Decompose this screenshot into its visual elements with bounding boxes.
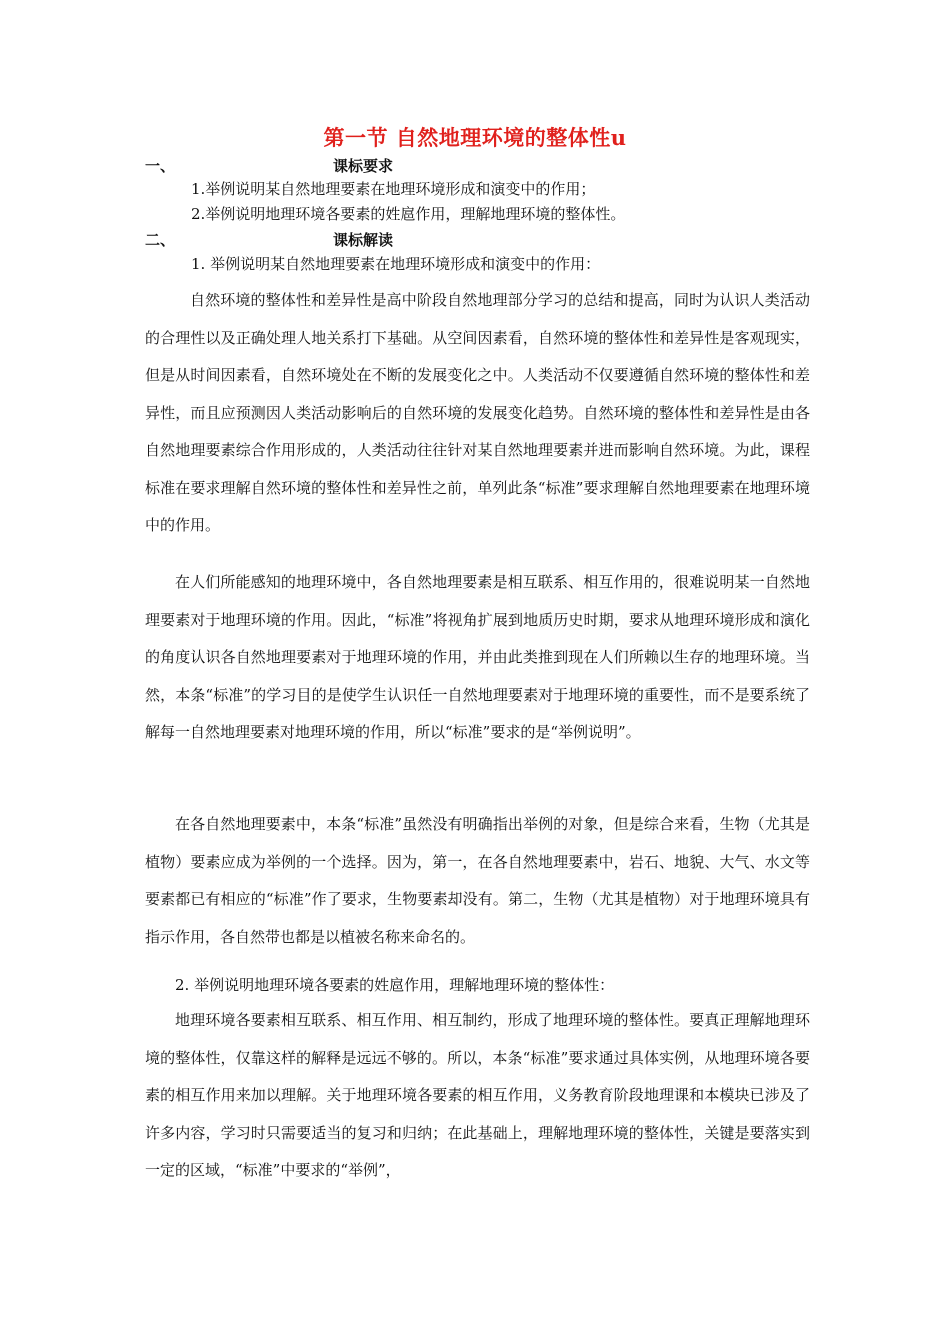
subsection-2-heading: 2. 举例说明地理环境各要素的姓扈作用，理解地理环境的整体性： — [175, 976, 615, 994]
section-1-number: 一、 — [145, 157, 176, 175]
page-title: 第一节 自然地理环境的整体性u — [323, 125, 627, 150]
requirement-1: 1.举例说明某自然地理要素在地理环境形成和演变中的作用； — [191, 180, 596, 198]
section-1-heading: 课标要求 — [333, 157, 394, 175]
requirement-2: 2.举例说明地理环境各要素的姓扈作用，理解地理环境的整体性。 — [191, 205, 626, 223]
paragraph-4: 地理环境各要素相互联系、相互作用、相互制约，形成了地理环境的整体性。要真正理解地理环境的整体性，仅靠这样的解释是远远不够的。所以，本条“标准”要求通过具体实例，从地理环境各要素的相互作用来加以理解。关于地理环境各要素的相互作用，义务教育阶段地理课和本模块已涉及了许多内容，学习时只需要适当的复习和归纳；在此基础上，理解地理环境的整体性，关键是要落实到一定的区域，“标准”中要求的“举例”， — [145, 1011, 810, 1179]
section-2-heading: 课标解读 — [333, 231, 394, 249]
paragraph-3: 在各自然地理要素中，本条“标准”虽然没有明确指出举例的对象，但是综合来看，生物（尤其是植物）要素应成为举例的一个选择。因为，第一，在各自然地理要素中，岩石、地貌、大气、水文等要素都已有相应的“标准”作了要求，生物要素却没有。第二，生物（尤其是植物）对于地理环境具有指示作用，各自然带也都是以植被名称来命名的。 — [145, 815, 810, 946]
paragraph-2: 在人们所能感知的地理环境中，各自然地理要素是相互联系、相互作用的，很难说明某一自然地理要素对于地理环境的作用。因此，“标准”将视角扩展到地质历史时期，要求从地理环境形成和演化的角度认识各自然地理要素对于地理环境的作用，并由此类推到现在人们所赖以生存的地理环境。当然，本条“标准”的学习目的是使学生认识任一自然地理要素对于地理环境的重要性，而不是要系统了解每一自然地理要素对地理环境的作用，所以“标准”要求的是“举例说明”。 — [145, 573, 810, 741]
subsection-1-heading: 1. 举例说明某自然地理要素在地理环境形成和演变中的作用： — [191, 255, 601, 273]
section-2-number: 二、 — [145, 231, 176, 249]
paragraph-1: 自然环境的整体性和差异性是高中阶段自然地理部分学习的总结和提高，同时为认识人类活动的合理性以及正确处理人地关系打下基础。从空间因素看，自然环境的整体性和差异性是客观现实，但是从时间因素看，自然环境处在不断的发展变化之中。人类活动不仅要遵循自然环境的整体性和差异性，而且应预测因人类活动影响后的自然环境的发展变化趋势。自然环境的整体性和差异性是由各自然地理要素综合作用形成的，人类活动往往针对某自然地理要素并进而影响自然环境。为此，课程标准在要求理解自然环境的整体性和差异性之前，单列此条“标准”要求理解自然地理要素在地理环境中的作用。 — [145, 291, 810, 534]
